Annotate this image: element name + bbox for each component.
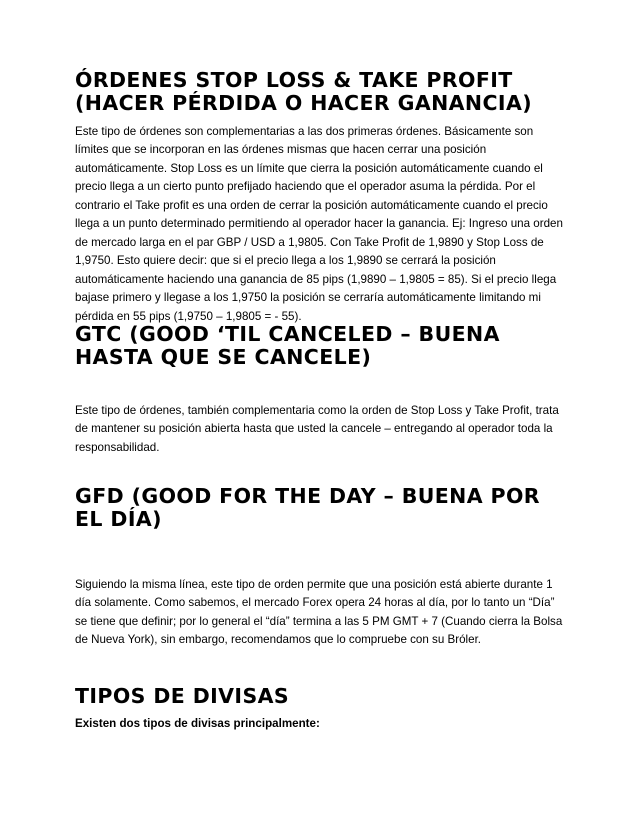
section-body-gfd: Siguiendo la misma línea, este tipo de orden permite que una posición está abierte durante 1 día solamente. Como sabemos, el mercado Forex opera 24 horas al día, por lo tanto un “Día” se tiene que definir; por lo general el “día” termina a las 5 PM GMT + 7 (Cuando cierra la Bolsa de Nueva York), sin embargo, recomendamos que lo compruebe con su Bróler. (75, 578, 563, 647)
section-body-stop-loss-take-profit: Este tipo de órdenes son complementarias a las dos primeras órdenes. Básicamente son límites que se incorporan en las órdenes mismas que hacen cerrar una posición automáticamente. Stop Loss es un límite que cierra la posición automáticamente cuando el precio llega a un cierto punto prefijado haciendo que el operador asuma la pérdida. Por el contrario el Take profit es una orden de cerrar la posición automáticamente cuando el precio llega a un punto determinado permitiendo al operador hacer la ganancia. Ej: Ingreso una orden de mercado larga en el par GBP / USD a 1,9805. Con Take Profit de 1,9890 y Stop Loss de 1,9750. Esto quiere decir: que si el precio llega a los 1,9890 se cerrará la posición automáticamente haciendo una ganancia de 85 pips (1,9890 – 1,9805 = 85). Si el precio llega bajase primero y llegase a los 1,9750 la posición se cerraría automáticamente limitando mi pérdida en 55 pips (1,9750 – 1,9805 = - 55). (75, 125, 563, 323)
section-heading-gtc: GTC (GOOD ‘TIL CANCELED – BUENA HASTA QUE SE CANCELE) (75, 322, 500, 369)
section-heading-stop-loss-take-profit: ÓRDENES STOP LOSS & TAKE PROFIT (HACER PÉRDIDA O HACER GANANCIA) (75, 68, 532, 115)
section-heading-tipos-de-divisas: TIPOS DE DIVISAS (75, 684, 290, 708)
section-body-gtc: Este tipo de órdenes, también complementaria como la orden de Stop Loss y Take Profit, trata de mantener su posición abierta hasta que usted la cancele – entregando al operador toda la responsabilidad. (75, 404, 559, 454)
section-heading-gfd: GFD (GOOD FOR THE DAY – BUENA POR EL DÍA) (75, 484, 540, 531)
section-body-tipos-de-divisas: Existen dos tipos de divisas principalmente: (75, 717, 320, 730)
